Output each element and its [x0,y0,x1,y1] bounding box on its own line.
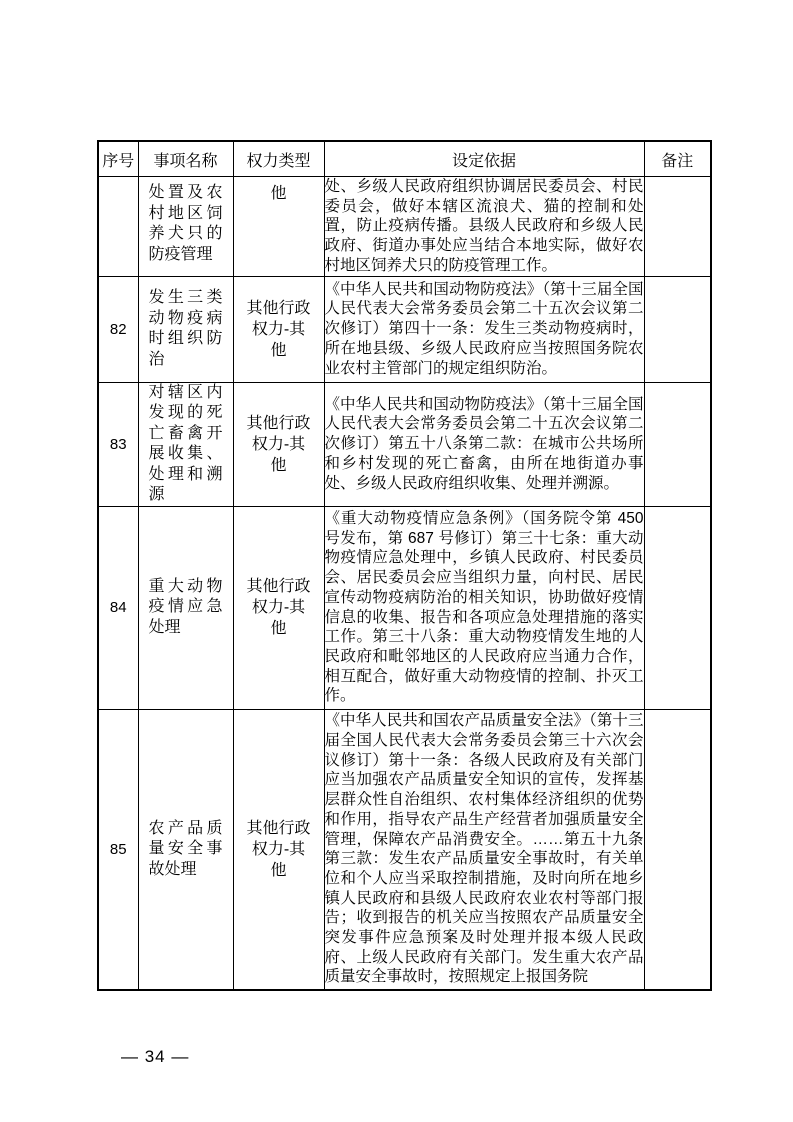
header-remark: 备注 [644,141,711,177]
seq-cell: 85 [98,709,138,990]
power-type-cell [233,382,324,506]
power-type-cell [233,506,324,709]
item-name-text: 处置及农村地区饲养犬只的防疫管理 [148,184,223,263]
item-name-text: 对辖区内发现的死亡畜禽开展收集、处理和溯源 [148,383,223,504]
basis-cell: 《中华人民共和国动物防疫法》（第十三届全国人民代表大会常务委员会第二十五次会议第二次修订）第四十一条：发生三类动物疫病时，所在地县级、乡级人民政府应当按照国务院农业农村主管部门的规定组织防治。 [324,276,644,382]
header-seq: 序号 [98,141,138,177]
remark-cell [644,382,711,506]
page-number: — 34 — [121,1047,190,1066]
header-item-name: 事项名称 [138,141,233,177]
table-row-continuation [98,177,711,277]
power-type-cell [233,177,324,277]
item-name-cell [138,177,233,277]
basis-cell: 《中华人民共和国农产品质量安全法》（第十三届全国人民代表大会常务委员会第三十六次会议修订）第十一条：各级人民政府及有关部门应当加强农产品质量安全知识的宣传，发挥基层群众性自治组织、农村集体经济组织的优势和作用，指导农产品生产经营者加强质量安全管理，保障农产品消费安全。……第五十九条第三款：发生农产品质量安全事故时，有关单位和个人应当采取控制措施，及时向所在地乡镇人民政府和县级人民政府农业农村等部门报告；收到报告的机关应当按照农产品质量安全突发事件应急预案及时处理并报本级人民政府、上级人民政府有关部门。发生重大农产品质量安全事故时，按照规定上报国务院 [324,709,644,990]
table-row-82 [98,276,711,382]
item-name-text: 发生三类动物疫病时组织防治 [148,289,223,368]
power-type-cell [233,709,324,990]
table-header-row [98,141,711,177]
item-name-cell [138,276,233,382]
power-type-text: 其他行政权力-其他 [246,299,311,359]
remark-cell [644,506,711,709]
basis-cell: 《重大动物疫情应急条例》（国务院令第 450 号发布，第 687 号修订）第三十七条：重大动物疫情应急处理中，乡镇人民政府、村民委员会、居民委员会应当组织力量，向村民、居民宣传动物疫病防治的相关知识，协助做好疫情信息的收集、报告和各项应急处理措施的落实工作。第三十八条：重大动物疫情发生地的人民政府和毗邻地区的人民政府应当通力合作，相互配合，做好重大动物疫情的控制、扑灭工作。 [324,506,644,709]
power-type-text: 其他行政权力-其他 [246,578,311,638]
power-type-text: 其他行政权力-其他 [246,414,311,474]
remark-cell [644,177,711,277]
table-row-85 [98,709,711,990]
power-type-text: 他 [270,185,287,202]
table-row-83 [98,382,711,506]
power-type-cell [233,276,324,382]
seq-cell: 82 [98,276,138,382]
item-name-cell [138,709,233,990]
power-type-text: 其他行政权力-其他 [246,819,311,879]
item-name-cell [138,382,233,506]
item-name-cell [138,506,233,709]
remark-cell [644,709,711,990]
table-row-84 [98,506,711,709]
basis-cell: 处、乡级人民政府组织协调居民委员会、村民委员会，做好本辖区流浪犬、猫的控制和处置，防止疫病传播。县级人民政府和乡级人民政府、街道办事处应当结合本地实际，做好农村地区饲养犬只的防疫管理工作。 [324,177,644,277]
seq-cell: 84 [98,506,138,709]
header-power-type: 权力类型 [233,141,324,177]
item-name-text: 农产品质量安全事故处理 [148,819,223,878]
seq-cell: 83 [98,382,138,506]
item-name-text: 重大动物疫情应急处理 [148,577,223,636]
seq-cell [98,177,138,277]
basis-cell: 《中华人民共和国动物防疫法》（第十三届全国人民代表大会常务委员会第二十五次会议第二次修订）第五十八条第二款：在城市公共场所和乡村发现的死亡畜禽，由所在地街道办事处、乡级人民政府组织收集、处理并溯源。 [324,382,644,506]
remark-cell [644,276,711,382]
authority-items-table [97,140,712,991]
header-basis: 设定依据 [324,141,644,177]
